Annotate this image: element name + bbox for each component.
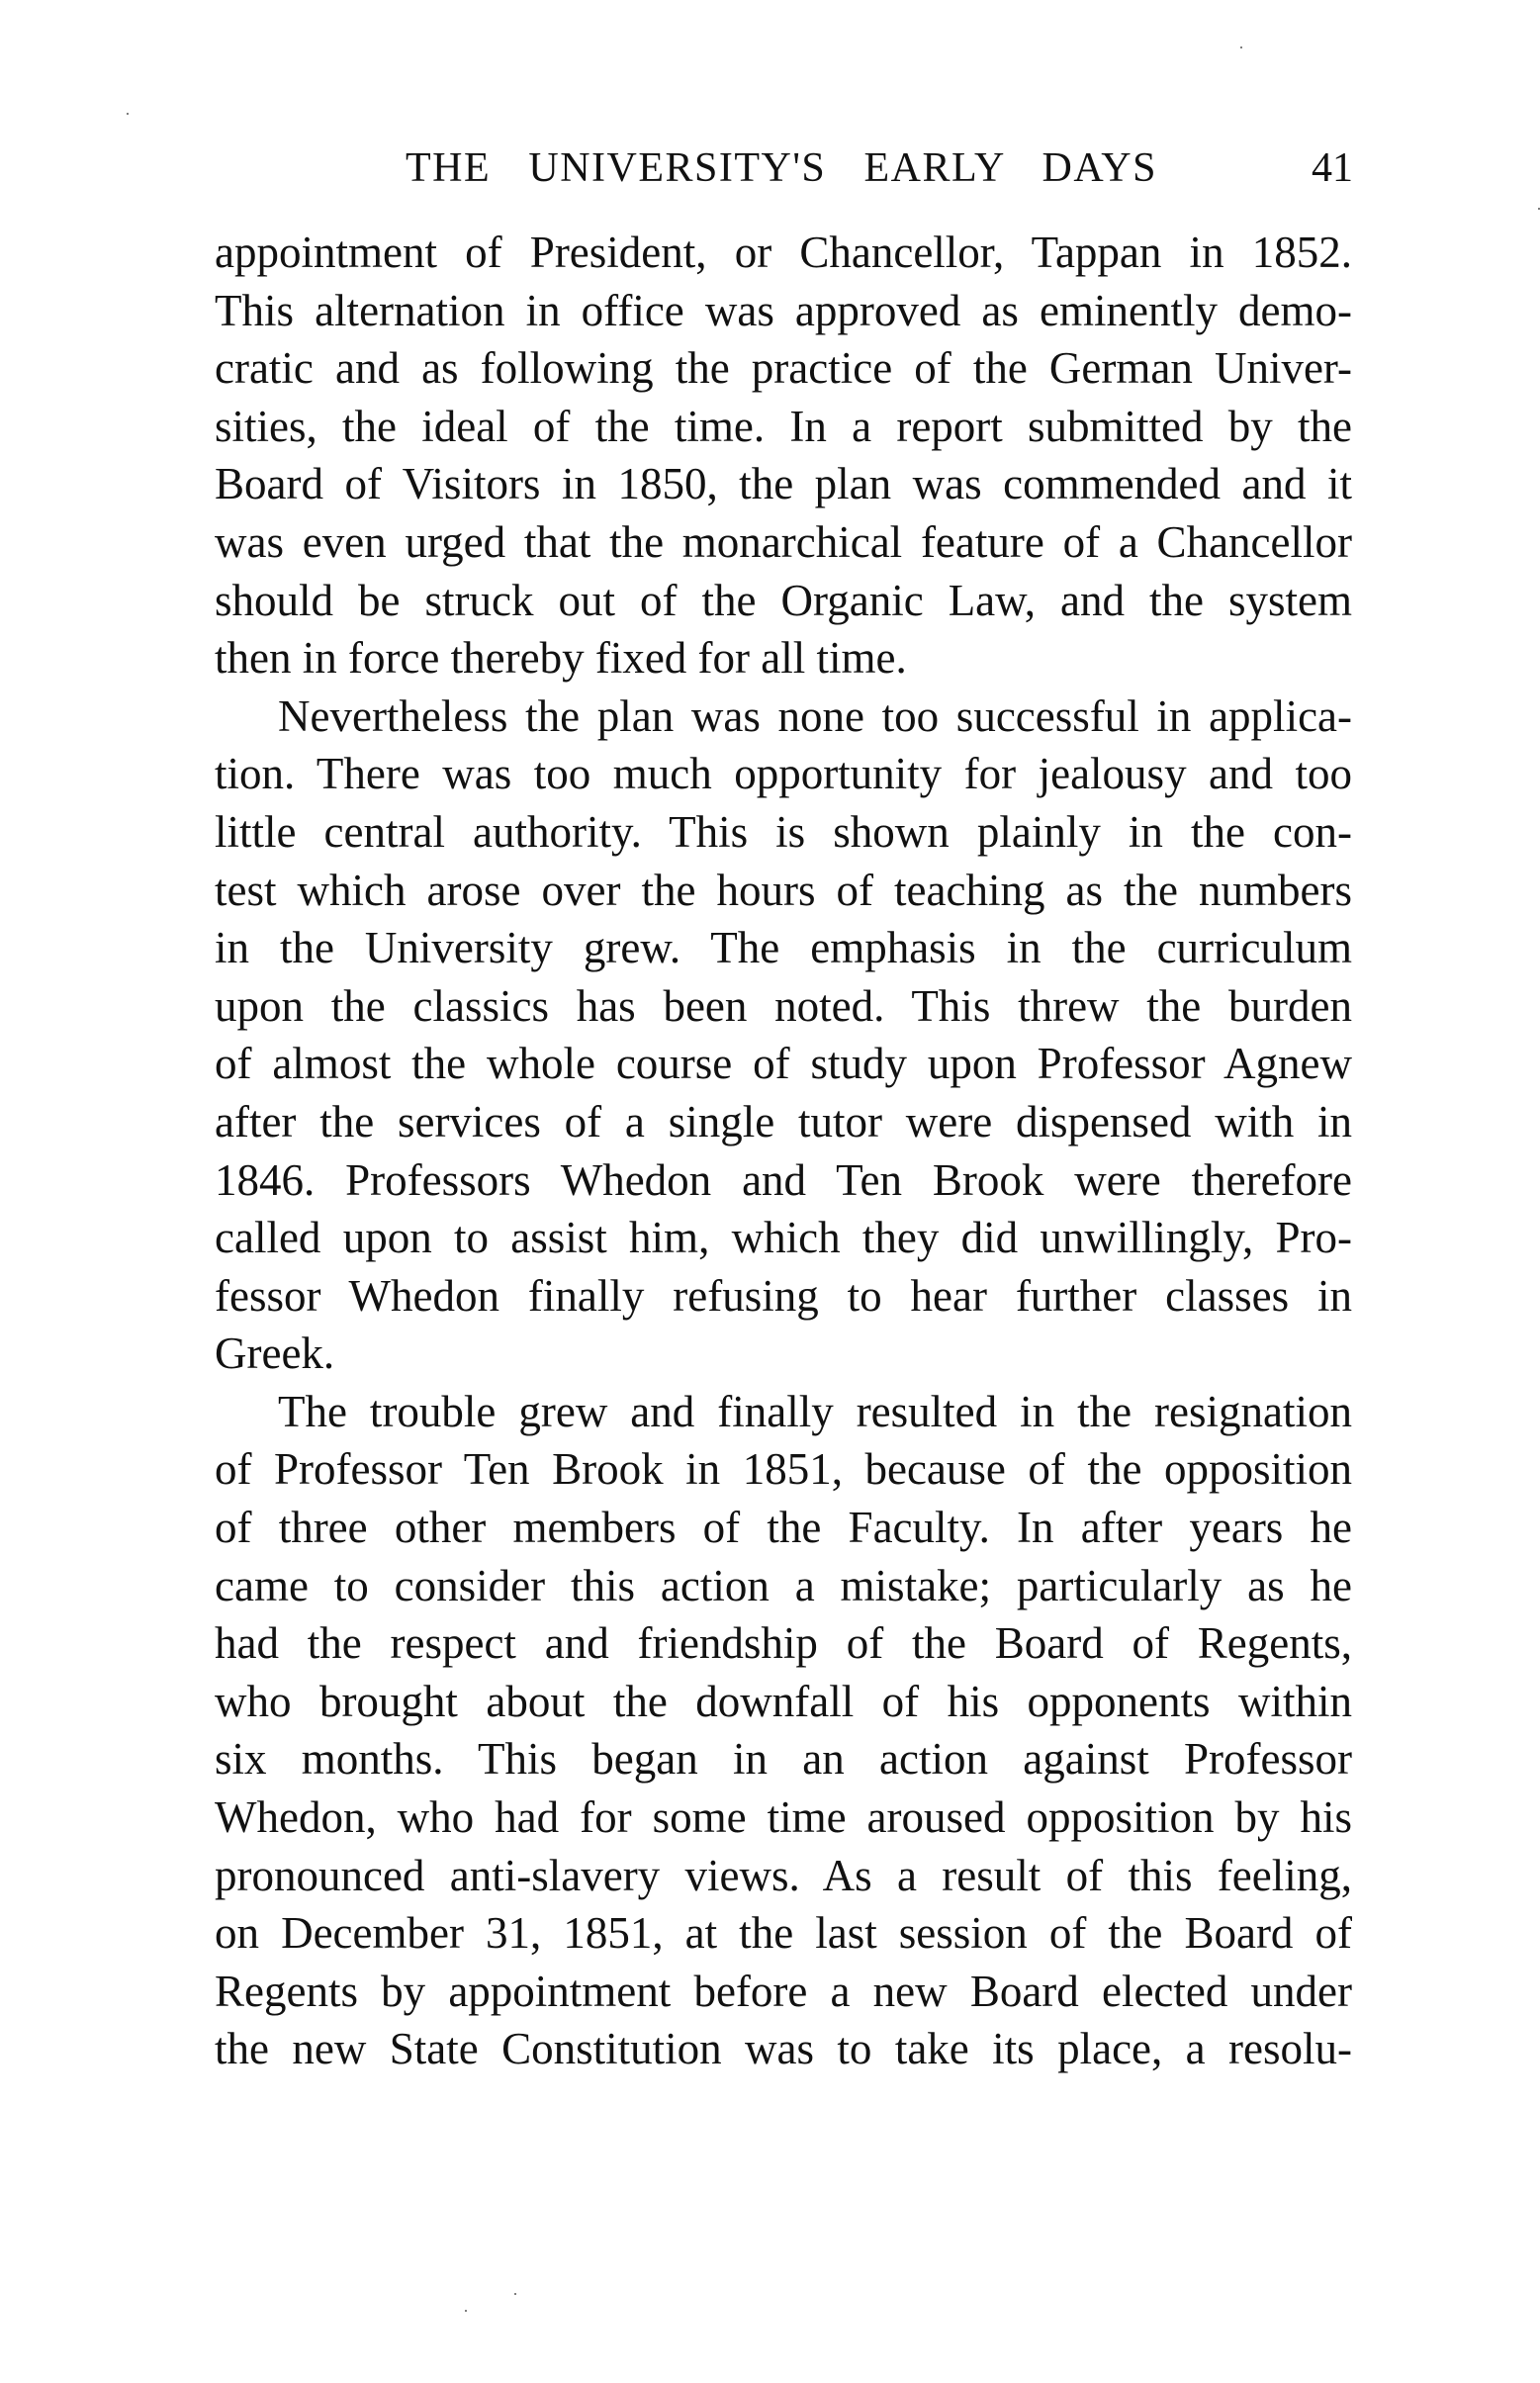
text-line: on December 31, 1851, at the last session of the Board of	[215, 1908, 1352, 1959]
text-line: six months. This began in an action against Professor	[215, 1734, 1352, 1785]
text-line: fessor Whedon finally refusing to hear further classes in	[215, 1270, 1352, 1321]
text-line: came to consider this action a mistake; particularly as he	[215, 1560, 1352, 1610]
page-number: 41	[1312, 145, 1353, 191]
paragraph	[215, 1383, 1352, 2078]
text-line: who brought about the downfall of his opponents within	[215, 1676, 1352, 1726]
text-line: Board of Visitors in 1850, the plan was commended and it	[215, 459, 1352, 509]
text-line: in the University grew. The emphasis in the curriculum	[215, 923, 1352, 973]
body-text	[215, 224, 1352, 2078]
text-line: Greek.	[215, 1329, 335, 1379]
text-line: pronounced anti-slavery views. As a result of this feeling,	[215, 1850, 1352, 1900]
text-line: after the services of a single tutor were dispensed with in	[215, 1096, 1352, 1146]
text-line: called upon to assist him, which they did unwillingly, Pro-	[215, 1213, 1352, 1263]
text-line: then in force thereby fixed for all time.	[215, 633, 907, 684]
paragraph	[215, 687, 1352, 1383]
paragraph	[215, 224, 1352, 687]
text-line: the new State Constitution was to take its place, a resolu-	[215, 2024, 1352, 2074]
text-line: Regents by appointment before a new Board elected under	[215, 1966, 1352, 2016]
text-line: upon the classics has been noted. This threw the burden	[215, 980, 1352, 1031]
text-line: 1846. Professors Whedon and Ten Brook were therefore	[215, 1154, 1352, 1205]
text-line: appointment of President, or Chancellor, Tappan in 1852.	[215, 228, 1352, 277]
text-line: Whedon, who had for some time aroused opposition by his	[215, 1792, 1352, 1843]
text-line: cratic and as following the practice of the German Univer-	[215, 343, 1352, 394]
text-line: of Professor Ten Brook in 1851, because of the opposition	[215, 1444, 1352, 1495]
running-title: THE UNIVERSITY'S EARLY DAYS	[406, 145, 1157, 191]
text-line: was even urged that the monarchical feature of a Chancellor	[215, 516, 1352, 567]
scan-speck	[465, 2310, 467, 2312]
text-line: Nevertheless the plan was none too successful in applica-	[278, 690, 1352, 741]
text-line: tion. There was too much opportunity for jealousy and too	[215, 749, 1352, 799]
text-line: of three other members of the Faculty. In after years he	[215, 1503, 1352, 1553]
text-line: had the respect and friendship of the Board of Regents,	[215, 1618, 1352, 1669]
text-line: This alternation in office was approved as eminently demo-	[215, 285, 1352, 335]
text-line: test which arose over the hours of teaching as the numbers	[215, 865, 1352, 915]
text-line: sities, the ideal of the time. In a report submitted by the	[215, 401, 1352, 451]
text-line: should be struck out of the Organic Law, and the system	[215, 575, 1352, 625]
scan-speck	[514, 2293, 516, 2295]
text-line: little central authority. This is shown plainly in the con-	[215, 806, 1352, 857]
scan-speck	[1240, 46, 1242, 48]
text-line: The trouble grew and finally resulted in the resignation	[278, 1386, 1352, 1436]
text-line: of almost the whole course of study upon Professor Agnew	[215, 1039, 1352, 1089]
scan-speck	[127, 113, 129, 115]
